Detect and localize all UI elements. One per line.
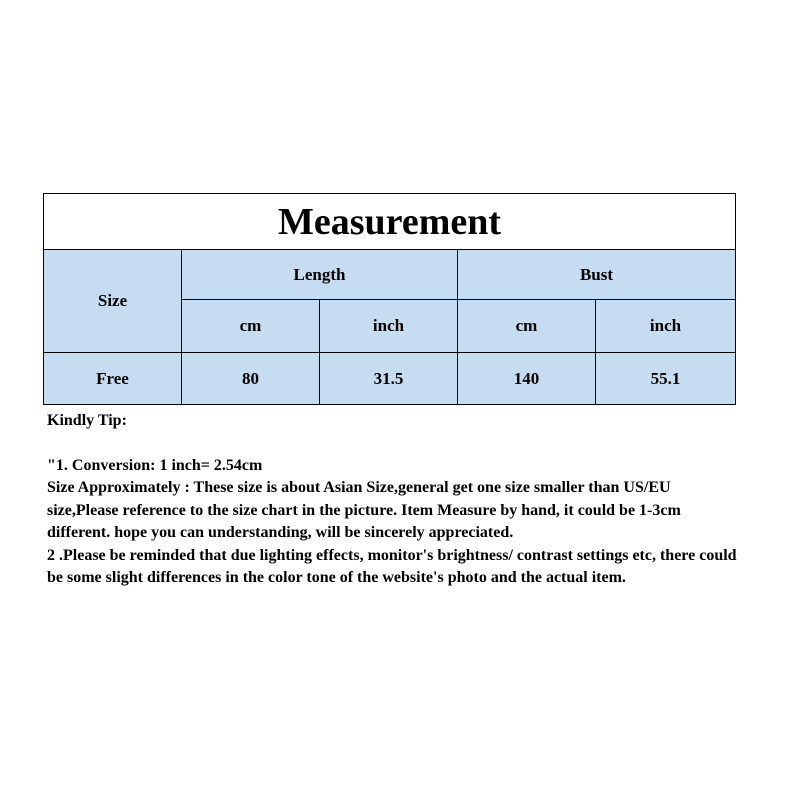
unit-header-bust-inch: inch <box>596 300 736 353</box>
bust-inch-cell: 55.1 <box>596 353 736 405</box>
length-inch-cell: 31.5 <box>320 353 458 405</box>
unit-header-length-cm: cm <box>182 300 320 353</box>
tip-size-approximately: Size Approximately : These size is about Asian Size,general get one size smaller than US/EU size,Please reference to the size chart in the picture. Item Measure by hand, it could be 1-3cm different. hope you can understanding, will be sincerely appreciated. <box>47 479 681 541</box>
group-header-bust: Bust <box>458 250 736 300</box>
kindly-tips <box>47 410 737 590</box>
size-chart-table <box>43 193 736 405</box>
length-cm-cell: 80 <box>182 353 320 405</box>
bust-cm-cell: 140 <box>458 353 596 405</box>
table-row <box>44 353 736 405</box>
size-header: Size <box>44 250 182 353</box>
unit-header-bust-cm: cm <box>458 300 596 353</box>
unit-header-length-inch: inch <box>320 300 458 353</box>
size-cell: Free <box>44 353 182 405</box>
tips-heading: Kindly Tip: <box>47 412 127 429</box>
group-header-length: Length <box>182 250 458 300</box>
table-title: Measurement <box>44 194 736 250</box>
tip-color-difference: 2 .Please be reminded that due lighting effects, monitor's brightness/ contrast settings etc, there could be some slight differences in the color tone of the website's photo and the actual item. <box>47 546 737 586</box>
tip-conversion: "1. Conversion: 1 inch= 2.54cm <box>47 456 263 474</box>
